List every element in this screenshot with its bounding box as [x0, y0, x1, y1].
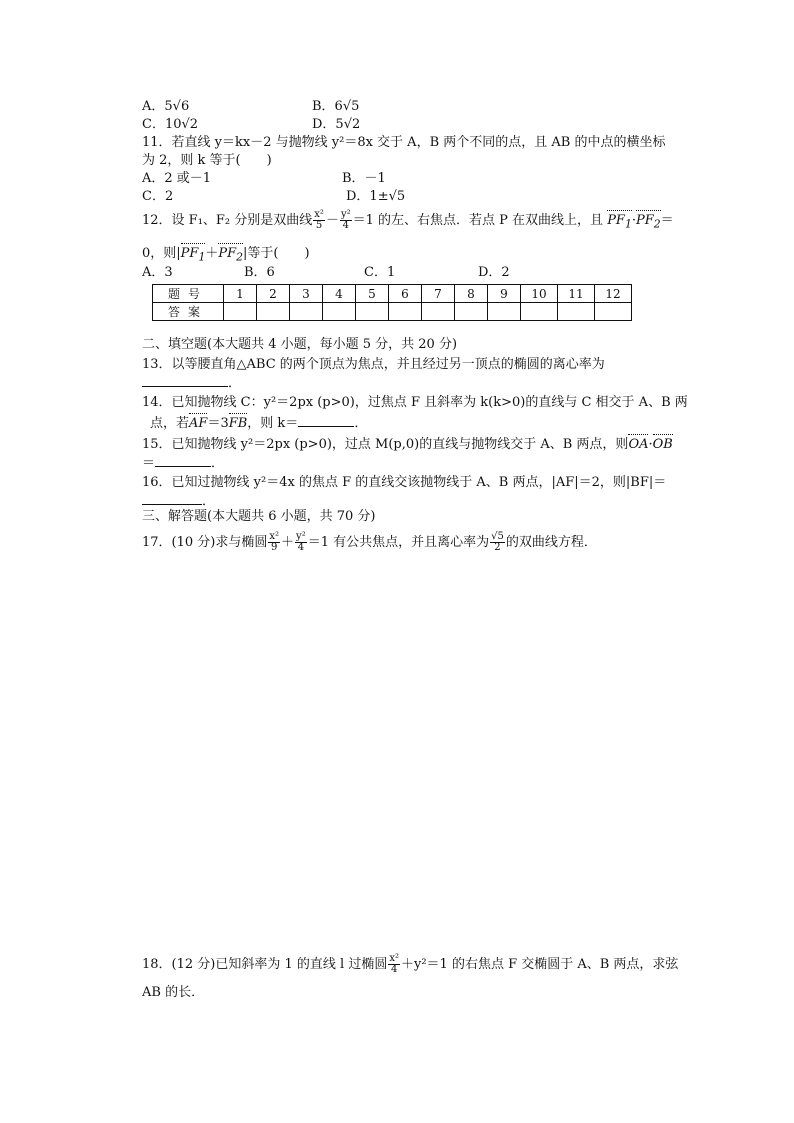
q12-line2-suffix: |等于( ): [243, 246, 310, 261]
answer-cell[interactable]: [521, 303, 558, 321]
table-number-cell: 5: [356, 285, 389, 303]
q13-answer-blank[interactable]: [142, 374, 228, 387]
q14-stem-line1: 14．已知抛物线 C：y²＝2px (p>0)，过焦点 F 且斜率为 k(k>0)的直线与 C 相交于 A、B 两: [142, 395, 688, 410]
q18-frac-x: $\frac{\text{x²}}{4}$: [389, 953, 399, 975]
q17-stem: [142, 532, 597, 553]
answer-cell[interactable]: [455, 303, 488, 321]
q14-vector-fb: FB: [228, 416, 248, 431]
answer-cell[interactable]: [257, 303, 290, 321]
q13-stem-line2: [142, 374, 241, 393]
q12-frac-x-num: x²: [314, 209, 324, 220]
q12-frac-y-den: 4: [342, 220, 349, 231]
q12-frac-x-den: 5: [315, 220, 323, 231]
q12-option-c[interactable]: C．1: [364, 265, 396, 280]
q16-stem-line1: 16．已知过抛物线 y²＝4x 的焦点 F 的直线交该抛物线于 A、B 两点，|AF|＝2，则|BF|＝: [142, 475, 667, 490]
q15-vector-ob: OB: [652, 437, 673, 452]
answer-cell[interactable]: [356, 303, 389, 321]
q10-option-c[interactable]: C．10√2: [142, 117, 199, 132]
table-number-cell: 6: [389, 285, 422, 303]
q12-line2-vector-pf2: $PF_2$: [218, 245, 243, 267]
q15-answer-blank[interactable]: [155, 454, 211, 467]
q12-option-d[interactable]: D．2: [478, 265, 510, 280]
q14-stem-line2: [150, 414, 367, 433]
q11-option-b[interactable]: B．－1: [342, 171, 386, 186]
q15-dot: ·: [648, 437, 653, 452]
q12-prefix: 12．设 F₁、F₂ 分别是双曲线: [142, 213, 313, 228]
section2-title: 二、填空题(本大题共 4 小题，每小题 5 分，共 20 分): [142, 337, 458, 352]
answer-table-number-row: [153, 285, 632, 303]
q18-suffix: ＋y²＝1 的右焦点 F 交椭圆于 A、B 两点，求弦: [400, 957, 679, 972]
q18-stem-line2: AB 的长．: [142, 985, 205, 1000]
q13-stem-line1: 13．以等腰直角△ABC 的两个顶点为焦点，并且经过另一顶点的椭圆的离心率为: [142, 357, 605, 372]
q11-stem-line2: 为 2，则 k 等于( ): [142, 153, 272, 168]
q12-minus: －: [325, 213, 339, 228]
q17-frac-x: $\frac{\text{x²}}{9}$: [269, 531, 280, 553]
q12-frac-y-num: y²: [340, 209, 351, 220]
table-number-cell: 8: [455, 285, 488, 303]
q17-prefix: 17．(10 分)求与椭圆: [142, 535, 268, 550]
section3-title: 三、解答题(本大题共 6 小题，共 70 分): [142, 509, 376, 524]
q16-answer-blank[interactable]: [142, 492, 202, 505]
q14-line2-b: ，则 k＝: [247, 416, 299, 431]
q11-option-c[interactable]: C．2: [142, 189, 174, 204]
table-number-cell: 12: [595, 285, 632, 303]
q14-vector-af: AF: [189, 416, 208, 431]
table-label-question-number: 题号: [153, 285, 224, 303]
answer-cell[interactable]: [323, 303, 356, 321]
answer-cell[interactable]: [389, 303, 422, 321]
q12-frac-y: [340, 210, 352, 231]
q17-mid: ＝1 有公共焦点，并且离心率为: [307, 535, 490, 550]
q12-dot: ·: [631, 213, 636, 228]
q17-suffix: 的双曲线方程．: [505, 535, 597, 550]
q12-frac-x: [313, 210, 325, 231]
q11-stem-line1: 11．若直线 y＝kx－2 与抛物线 y²＝8x 交于 A，B 两个不同的点，且 AB 的中点的横坐标: [142, 135, 666, 150]
table-number-cell: 9: [488, 285, 521, 303]
q11-option-d[interactable]: D．1±√5: [346, 189, 406, 204]
q12-suffix: ＝1 的左、右焦点．若点 P 在双曲线上，且: [352, 213, 604, 228]
q18-prefix: 18．(12 分)已知斜率为 1 的直线 l 过椭圆: [142, 957, 388, 972]
table-label-answer: 答案: [153, 303, 224, 321]
table-number-cell: 11: [558, 285, 595, 303]
q15-stem-line1: [142, 436, 673, 454]
q12-line2-prefix: 0，则|: [142, 246, 181, 261]
q12-option-a[interactable]: A．3: [142, 265, 173, 280]
q15-end: ．: [211, 456, 225, 471]
q14-answer-blank[interactable]: [298, 414, 354, 427]
q12-line2-vector-pf1: $PF_1$: [181, 245, 206, 267]
q17-frac-eccentricity: $\frac{√5}{2}$: [491, 531, 504, 553]
table-number-cell: 4: [323, 285, 356, 303]
q14-line2-prefix: 点，若: [150, 416, 190, 431]
answer-cell[interactable]: [422, 303, 455, 321]
q12-stem-line1: [142, 210, 674, 234]
q15-vector-oa: OA: [628, 437, 649, 452]
q18-stem-line1: [142, 954, 678, 975]
answer-cell[interactable]: [488, 303, 521, 321]
answer-cell[interactable]: [558, 303, 595, 321]
q12-plus: ＋: [205, 246, 219, 261]
q11-option-a[interactable]: A．2 或－1: [142, 171, 212, 186]
q15-line1-text: 15．已知抛物线 y²＝2px (p>0)，过点 M(p,0)的直线与抛物线交于 A、B 两点，则: [142, 437, 629, 452]
table-number-cell: 10: [521, 285, 558, 303]
answer-cell[interactable]: [595, 303, 632, 321]
q12-equals: ＝: [660, 213, 674, 228]
table-number-cell: 1: [224, 285, 257, 303]
q10-option-a[interactable]: A．5√6: [142, 99, 190, 114]
q10-option-b[interactable]: B．6√5: [312, 99, 360, 114]
table-number-cell: 7: [422, 285, 455, 303]
q13-end: ．: [228, 376, 242, 391]
q12-option-b[interactable]: B．6: [244, 265, 275, 280]
q15-stem-line2: [142, 454, 224, 473]
answer-cell[interactable]: [290, 303, 323, 321]
answer-cell[interactable]: [224, 303, 257, 321]
q15-line2-equals: ＝: [142, 456, 156, 471]
q17-plus: ＋: [281, 535, 295, 550]
table-number-cell: 3: [290, 285, 323, 303]
answer-table-answer-row: [153, 303, 632, 321]
table-number-cell: 2: [257, 285, 290, 303]
q10-option-d[interactable]: D．5√2: [312, 117, 361, 132]
q12-vector-pf1: $PF_1$: [607, 212, 632, 234]
q14-mid: ＝3: [207, 416, 229, 431]
q14-end: ．: [354, 416, 368, 431]
answer-table: [152, 284, 632, 321]
q17-frac-y: $\frac{\text{y²}}{4}$: [296, 531, 306, 553]
q12-vector-pf2: $PF_2$: [636, 212, 661, 234]
q16-end: ．: [202, 494, 216, 509]
